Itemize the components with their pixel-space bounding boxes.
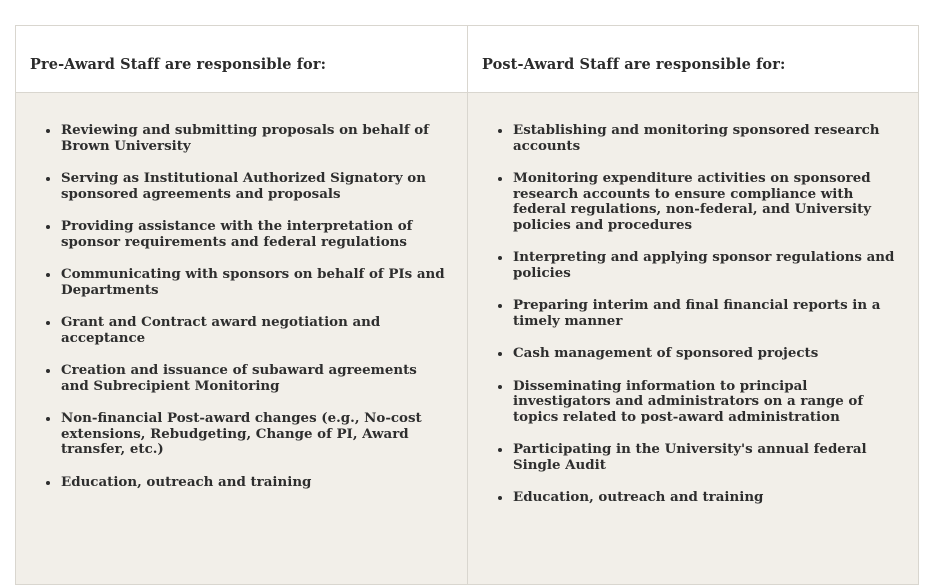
list-item: Creation and issuance of subaward agreements and Subrecipient Monitoring xyxy=(61,363,467,394)
list-item: Preparing interim and final financial reports in a timely manner xyxy=(513,298,918,329)
list-item: Disseminating information to principal investigators and administrators on a range of topics related to post-award administration xyxy=(513,379,918,426)
list-item: Interpreting and applying sponsor regulations and policies xyxy=(513,250,918,281)
post-award-column xyxy=(467,26,918,584)
list-item: Communicating with sponsors on behalf of PIs and Departments xyxy=(61,267,467,298)
post-award-heading: Post-Award Staff are responsible for: xyxy=(468,26,918,93)
list-item: Serving as Institutional Authorized Signatory on sponsored agreements and proposals xyxy=(61,171,467,202)
pre-award-body xyxy=(16,93,467,584)
list-item: Participating in the University's annual federal Single Audit xyxy=(513,442,918,473)
list-item: Grant and Contract award negotiation and acceptance xyxy=(61,315,467,346)
list-item: Non-financial Post-award changes (e.g., No-cost extensions, Rebudgeting, Change of PI, Award transfer, etc.) xyxy=(61,411,467,458)
list-item: Cash management of sponsored projects xyxy=(513,346,918,362)
list-item: Education, outreach and training xyxy=(61,475,467,491)
responsibilities-table xyxy=(15,25,919,585)
pre-award-list xyxy=(16,123,467,490)
list-item: Establishing and monitoring sponsored research accounts xyxy=(513,123,918,154)
list-item: Providing assistance with the interpretation of sponsor requirements and federal regulations xyxy=(61,219,467,250)
list-item: Education, outreach and training xyxy=(513,490,918,506)
pre-award-column xyxy=(16,26,467,584)
list-item: Reviewing and submitting proposals on behalf of Brown University xyxy=(61,123,467,154)
list-item: Monitoring expenditure activities on sponsored research accounts to ensure compliance with federal regulations, non-federal, and University policies and procedures xyxy=(513,171,918,233)
pre-award-heading: Pre-Award Staff are responsible for: xyxy=(16,26,467,93)
post-award-list xyxy=(468,123,918,506)
post-award-body xyxy=(468,93,918,584)
